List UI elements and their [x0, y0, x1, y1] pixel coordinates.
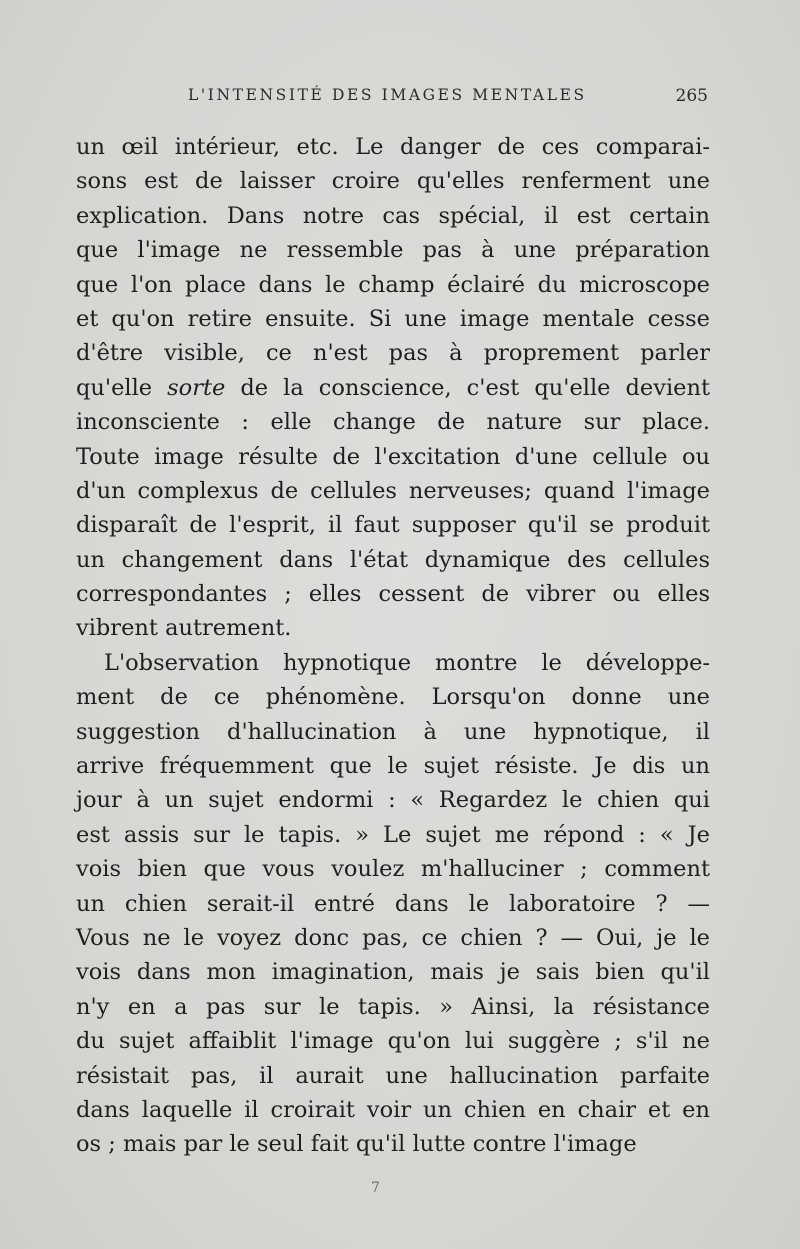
italic-word: sorte	[167, 374, 226, 401]
text-line: inconsciente : elle change de nature sur place.	[76, 409, 710, 436]
text-line: sons est de laisser croire qu'elles renferment une	[76, 168, 710, 195]
text-line: jour à un sujet endormi : « Regardez le chien qui	[76, 787, 710, 814]
text-line: vois dans mon imagination, mais je sais bien qu'il	[76, 959, 710, 986]
text-line: d'être visible, ce n'est pas à proprement parler	[76, 340, 710, 367]
footer-mark: 7	[371, 1180, 380, 1196]
text-line: résistait pas, il aurait une hallucination parfaite	[76, 1062, 710, 1089]
text-line: arrive fréquemment que le sujet résiste. Je dis un	[76, 753, 710, 780]
text-line: os ; mais par le seul fait qu'il lutte contre l'image	[76, 1131, 637, 1158]
text-line: n'y en a pas sur le tapis. » Ainsi, la résistance	[76, 993, 710, 1020]
running-header	[76, 86, 712, 116]
text-line: ment de ce phénomène. Lorsqu'on donne une	[76, 684, 710, 711]
text-line: vois bien que vous voulez m'halluciner ; comment	[76, 856, 710, 883]
text-line: vibrent autrement.	[76, 615, 292, 642]
text-line: un chien serait-il entré dans le laboratoire ? —	[76, 890, 710, 917]
text-line: d'un complexus de cellules nerveuses; quand l'image	[76, 477, 710, 504]
text-line: un œil intérieur, etc. Le danger de ces comparai-	[76, 134, 710, 160]
text-line: un changement dans l'état dynamique des cellules	[76, 546, 710, 573]
text-line	[76, 371, 710, 405]
text-line: du sujet affaiblit l'image qu'on lui suggère ; s'il ne	[76, 1028, 710, 1055]
text-line: disparaît de l'esprit, il faut supposer qu'il se produit	[76, 512, 710, 539]
text-line: suggestion d'hallucination à une hypnotique, il	[76, 718, 710, 745]
text-line: et qu'on retire ensuite. Si une image mentale cesse	[76, 305, 710, 332]
text-line: correspondantes ; elles cessent de vibrer ou elles	[76, 581, 710, 608]
text-line: dans laquelle il croirait voir un chien en chair et en	[76, 1096, 710, 1123]
text-segment: de la conscience, c'est qu'elle devient	[225, 374, 710, 401]
text-line: est assis sur le tapis. » Le sujet me répond : « Je	[76, 821, 710, 848]
text-line: que l'image ne ressemble pas à une préparation	[76, 237, 710, 264]
text-segment: qu'elle	[76, 374, 168, 401]
body-text	[76, 130, 710, 1162]
running-title: L'INTENSITÉ DES IMAGES MENTALES	[188, 86, 587, 104]
page-number: 265	[675, 86, 708, 106]
text-line: Toute image résulte de l'excitation d'une cellule ou	[76, 443, 710, 470]
text-line: que l'on place dans le champ éclairé du microscope	[76, 271, 710, 298]
text-line: L'observation hypnotique montre le développe-	[104, 649, 710, 676]
text-line: Vous ne le voyez donc pas, ce chien ? — Oui, je le	[76, 924, 710, 951]
text-line: explication. Dans notre cas spécial, il est certain	[76, 202, 710, 229]
